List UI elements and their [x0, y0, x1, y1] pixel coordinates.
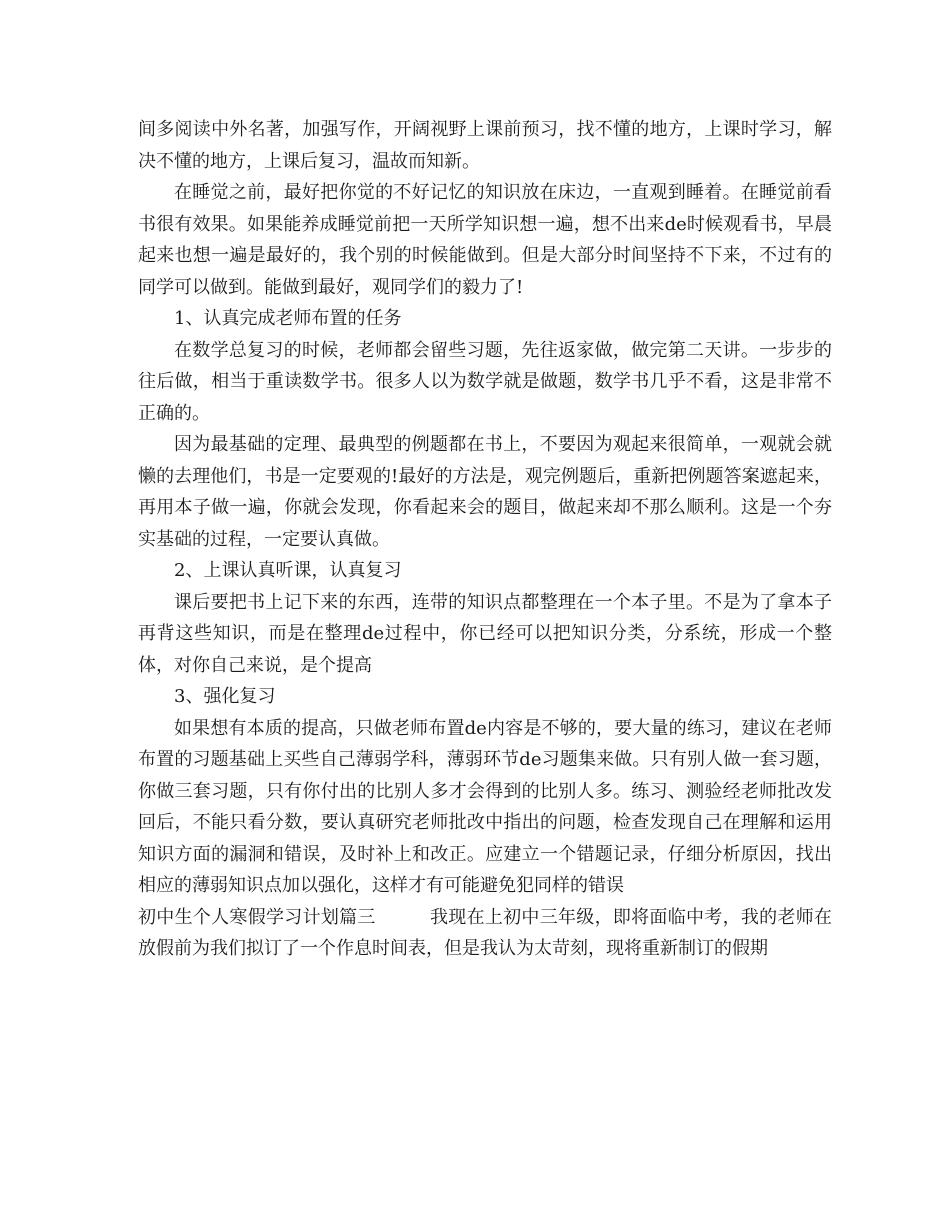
paragraph-math-review: 在数学总复习的时候，老师都会留些习题，先往返家做，做完第二天讲。一步步的往后做，相当于重读数学书。很多人以为数学就是做题，数学书几乎不看，这是非常不正确的。 [138, 339, 832, 424]
section-heading-1: 1、认真完成老师布置的任务 [174, 308, 402, 329]
paragraph-sleep-review: 在睡觉之前，最好把你觉的不好记忆的知识放在床边，一直观到睡着。在睡觉前看书很有效果。如果能养成睡觉前把一天所学知识想一遍，想不出来de时候观看书，早晨起来也想一遍是最好的，我个别的时候能做到。但是大部分时间坚持不下来，不过有的同学可以做到。能做到最好，观同学们的毅力了! [138, 182, 832, 298]
paragraph-plan-part-three [138, 902, 832, 965]
article-body: 我现在上初中三年级，即将面临中考，我的老师在放假前为我们拟订了一个作息时间表，但是我认为太苛刻，现将重新制订的假期 [138, 906, 833, 959]
document-page [138, 114, 832, 965]
section-heading-2: 2、上课认真听课，认真复习 [174, 560, 402, 581]
paragraph-notes-organize: 课后要把书上记下来的东西，连带的知识点都整理在一个本子里。不是为了拿本子再背这些知识，而是在整理de过程中，你已经可以把知识分类，分系统，形成一个整体，对你自己来说，是个提高 [138, 591, 832, 676]
article-title: 初中生个人寒假学习计划篇三 [138, 906, 376, 928]
paragraph-textbook-examples: 因为最基础的定理、最典型的例题都在书上，不要因为观起来很简单，一观就会就懒的去理他们，书是一定要观的!最好的方法是，观完例题后，重新把例题答案遮起来，再用本子做一遍，你就会发现，你看起来会的题目，做起来却不那么顺利。这是一个夯实基础的过程，一定要认真做。 [138, 434, 832, 550]
paragraph-continuation: 间多阅读中外名著，加强写作，开阔视野上课前预习，找不懂的地方，上课时学习，解决不懂的地方，上课后复习，温故而知新。 [138, 119, 832, 172]
section-heading-3: 3、强化复习 [174, 686, 276, 707]
paragraph-intensive-review: 如果想有本质的提高，只做老师布置de内容是不够的，要大量的练习，建议在老师布置的习题基础上买些自己薄弱学科，薄弱环节de习题集来做。只有别人做一套习题，你做三套习题，只有你付出的比别人多才会得到的比别人多。练习、测验经老师批改发回后，不能只看分数，要认真研究老师批改中指出的问题，检查发现自己在理解和运用知识方面的漏洞和错误，及时补上和改正。应建立一个错题记录，仔细分析原因，找出相应的薄弱知识点加以强化，这样才有可能避免犯同样的错误 [138, 717, 832, 896]
